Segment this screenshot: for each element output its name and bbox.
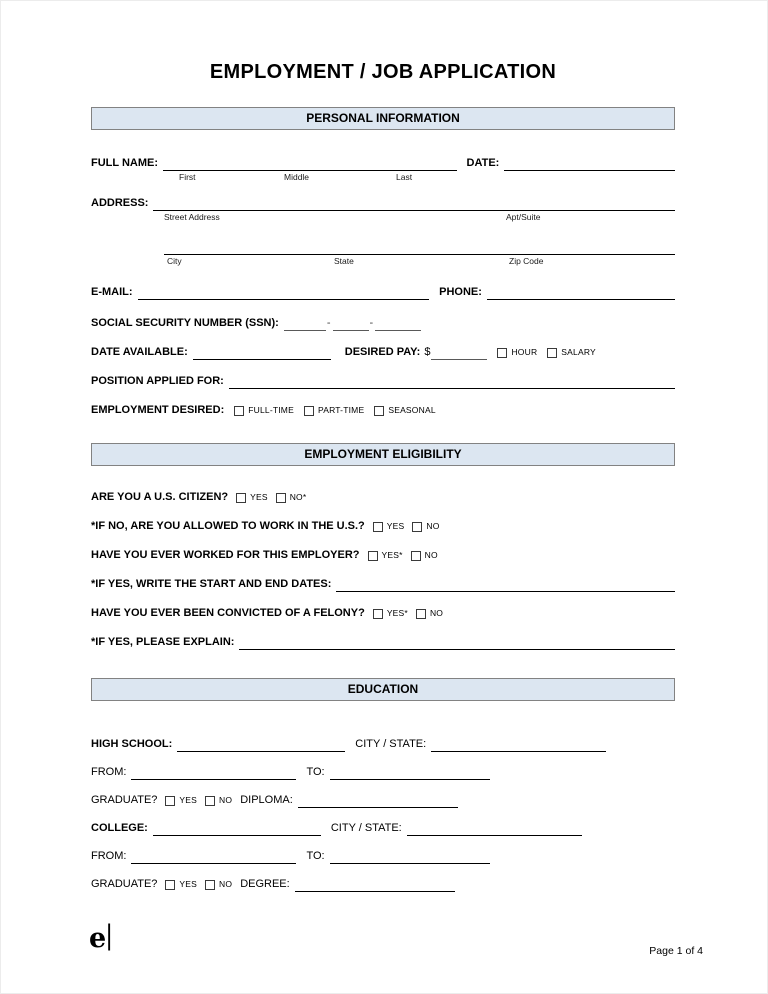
last-sublabel: Last: [396, 172, 413, 182]
please-explain-row: [91, 635, 675, 650]
citizen-yes-option: [236, 490, 268, 505]
address-label: ADDRESS:: [91, 197, 149, 209]
middle-sublabel: Middle: [284, 172, 310, 182]
street-address-blank[interactable]: [153, 197, 675, 211]
citizen-yes-label: YES: [250, 492, 268, 502]
email-label: E-MAIL:: [91, 286, 133, 298]
ssn-dash-2: -: [369, 317, 374, 329]
worked-no-checkbox[interactable]: [411, 551, 421, 561]
citizen-no-label: NO*: [289, 492, 307, 502]
date-available-row: [91, 345, 675, 360]
college-label: COLLEGE:: [91, 822, 148, 834]
college-graduate-row: [91, 877, 675, 892]
hour-checkbox[interactable]: [497, 348, 507, 358]
street-address-sublabel: Street Address: [164, 212, 220, 222]
address-sublabels: [91, 211, 675, 224]
first-sublabel: First: [179, 172, 196, 182]
seasonal-checkbox[interactable]: [374, 406, 384, 416]
hs-from-to-row: [91, 765, 675, 780]
college-graduate-yes-checkbox[interactable]: [165, 880, 175, 890]
hour-label: HOUR: [511, 347, 538, 357]
diploma-blank[interactable]: [298, 794, 458, 808]
salary-label: SALARY: [561, 347, 596, 357]
hs-city-state-blank[interactable]: [431, 738, 606, 752]
position-applied-label: POSITION APPLIED FOR:: [91, 375, 224, 387]
hs-graduate-row: [91, 793, 675, 808]
position-applied-blank[interactable]: [229, 375, 675, 389]
hs-graduate-yes-label: YES: [179, 795, 198, 805]
felony-yes-option: [373, 606, 408, 621]
email-phone-row: [91, 285, 675, 300]
salary-option: [547, 345, 596, 360]
worked-yes-checkbox[interactable]: [368, 551, 378, 561]
start-end-dates-blank[interactable]: [336, 578, 675, 592]
please-explain-label: *IF YES, PLEASE EXPLAIN:: [91, 636, 235, 648]
section-header-employment-eligibility: EMPLOYMENT ELIGIBILITY: [91, 443, 675, 466]
email-blank[interactable]: [138, 286, 430, 300]
employment-desired-label: EMPLOYMENT DESIRED:: [91, 404, 225, 416]
college-graduate-yes-label: YES: [179, 879, 198, 889]
address-row-2: [91, 241, 675, 255]
page-number: Page 1 of 4: [649, 945, 703, 957]
full-name-label: FULL NAME:: [91, 157, 159, 169]
college-to-label: TO:: [306, 850, 325, 862]
felony-question: HAVE YOU EVER BEEN CONVICTED OF A FELONY?: [91, 607, 365, 619]
felony-yes-label: YES*: [386, 608, 408, 618]
hs-graduate-no-checkbox[interactable]: [205, 796, 215, 806]
phone-blank[interactable]: [487, 286, 675, 300]
ssn-blank-1[interactable]: [284, 317, 326, 331]
citizen-no-checkbox[interactable]: [276, 493, 286, 503]
hs-city-state-label: CITY / STATE:: [355, 738, 427, 750]
worked-yes-option: [368, 548, 403, 563]
us-citizen-question-row: [91, 490, 675, 505]
apt-suite-sublabel: Apt/Suite: [506, 212, 541, 222]
full-time-label: FULL-TIME: [248, 405, 294, 415]
page-title: EMPLOYMENT / JOB APPLICATION: [209, 61, 557, 83]
college-from-blank[interactable]: [131, 850, 296, 864]
citizen-yes-checkbox[interactable]: [236, 493, 246, 503]
city-state-zip-sublabels: [91, 255, 675, 268]
part-time-checkbox[interactable]: [304, 406, 314, 416]
eforms-logo: [89, 923, 114, 957]
allowed-no-checkbox[interactable]: [412, 522, 422, 532]
allowed-no-option: [412, 519, 439, 534]
hs-graduate-no-label: NO: [219, 795, 233, 805]
city-state-zip-blank[interactable]: [164, 241, 675, 255]
full-name-row: [91, 156, 675, 171]
worked-no-label: NO: [424, 550, 438, 560]
college-graduate-no-label: NO: [219, 879, 233, 889]
worked-for-employer-question-row: [91, 548, 675, 563]
felony-yes-checkbox[interactable]: [373, 609, 383, 619]
svg-text:e: e: [89, 923, 107, 952]
position-applied-row: [91, 374, 675, 389]
hs-graduate-yes-checkbox[interactable]: [165, 796, 175, 806]
part-time-option: [304, 403, 364, 418]
felony-question-row: [91, 606, 675, 621]
college-graduate-no-option: [205, 877, 232, 892]
city-sublabel: City: [167, 256, 182, 266]
start-end-dates-label: *IF YES, WRITE THE START AND END DATES:: [91, 578, 332, 590]
full-time-checkbox[interactable]: [234, 406, 244, 416]
citizen-no-option: [276, 490, 307, 505]
felony-no-checkbox[interactable]: [416, 609, 426, 619]
seasonal-option: [374, 403, 435, 418]
phone-label: PHONE:: [439, 286, 482, 298]
hs-to-label: TO:: [306, 766, 325, 778]
full-time-option: [234, 403, 294, 418]
allowed-yes-option: [373, 519, 405, 534]
allowed-yes-checkbox[interactable]: [373, 522, 383, 532]
allowed-to-work-question-row: [91, 519, 675, 534]
college-to-blank[interactable]: [330, 850, 490, 864]
college-from-label: FROM:: [91, 850, 127, 862]
high-school-blank[interactable]: [177, 738, 345, 752]
date-available-blank[interactable]: [193, 346, 331, 360]
hs-graduate-no-option: [205, 793, 232, 808]
college-graduate-no-checkbox[interactable]: [205, 880, 215, 890]
desired-pay-label: DESIRED PAY:: [344, 346, 421, 358]
start-end-dates-row: [91, 577, 675, 592]
degree-label: DEGREE:: [240, 878, 290, 890]
name-sublabels: [91, 171, 675, 184]
hs-from-label: FROM:: [91, 766, 127, 778]
hs-graduate-yes-option: [165, 793, 197, 808]
ssn-dash-1: -: [326, 317, 331, 329]
hs-graduate-label: GRADUATE?: [91, 794, 158, 806]
page-footer: [89, 923, 703, 957]
college-graduate-yes-option: [165, 877, 197, 892]
seasonal-label: SEASONAL: [388, 405, 436, 415]
felony-no-option: [416, 606, 443, 621]
date-label: DATE:: [466, 157, 500, 169]
college-blank[interactable]: [153, 822, 321, 836]
address-row: [91, 196, 675, 211]
college-graduate-label: GRADUATE?: [91, 878, 158, 890]
college-city-state-label: CITY / STATE:: [330, 822, 402, 834]
employment-desired-row: [91, 403, 675, 418]
high-school-label: HIGH SCHOOL:: [91, 738, 173, 750]
zip-code-sublabel: Zip Code: [509, 256, 544, 266]
state-sublabel: State: [334, 256, 354, 266]
date-blank[interactable]: [504, 157, 675, 171]
allowed-to-work-question: *IF NO, ARE YOU ALLOWED TO WORK IN THE U.S.?: [91, 520, 365, 532]
hs-to-blank[interactable]: [330, 766, 490, 780]
hs-from-blank[interactable]: [131, 766, 296, 780]
ssn-label: SOCIAL SECURITY NUMBER (SSN):: [91, 317, 279, 329]
ssn-row: [91, 316, 675, 331]
felony-no-label: NO: [429, 608, 444, 618]
diploma-label: DIPLOMA:: [240, 794, 293, 806]
worked-yes-label: YES*: [381, 550, 403, 560]
date-available-label: DATE AVAILABLE:: [91, 346, 188, 358]
allowed-no-label: NO: [426, 521, 440, 531]
please-explain-blank[interactable]: [239, 636, 675, 650]
allowed-yes-label: YES: [386, 521, 405, 531]
college-from-to-row: [91, 849, 675, 864]
college-row: [91, 821, 675, 836]
desired-pay-blank[interactable]: [431, 346, 487, 360]
worked-no-option: [411, 548, 438, 563]
ssn-blank-3[interactable]: [375, 317, 421, 331]
degree-blank[interactable]: [295, 878, 455, 892]
salary-checkbox[interactable]: [547, 348, 557, 358]
part-time-label: PART-TIME: [317, 405, 365, 415]
worked-for-employer-question: HAVE YOU EVER WORKED FOR THIS EMPLOYER?: [91, 549, 360, 561]
college-city-state-blank[interactable]: [407, 822, 582, 836]
ssn-blank-2[interactable]: [333, 317, 369, 331]
full-name-blank[interactable]: [163, 157, 457, 171]
section-header-personal-information: PERSONAL INFORMATION: [91, 107, 675, 130]
dollar-sign: $: [424, 346, 431, 358]
section-header-education: EDUCATION: [91, 678, 675, 701]
us-citizen-question: ARE YOU A U.S. CITIZEN?: [91, 491, 229, 503]
hour-option: [497, 345, 537, 360]
high-school-row: [91, 737, 675, 752]
